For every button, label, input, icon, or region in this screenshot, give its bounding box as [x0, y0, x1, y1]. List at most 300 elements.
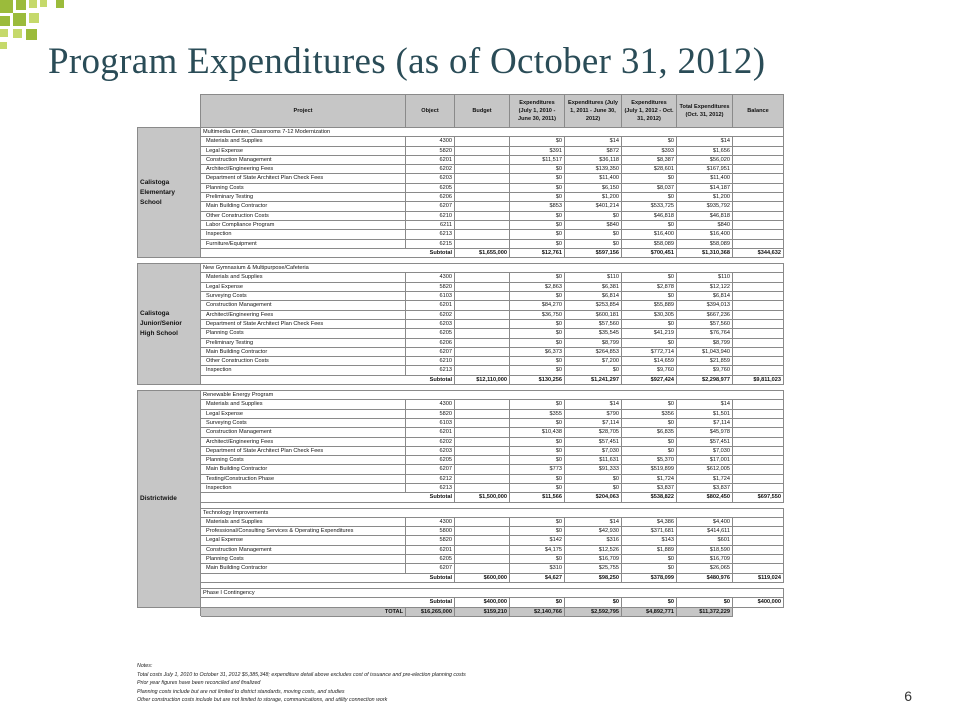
- table-row: [138, 400, 784, 409]
- item-budget: [455, 555, 510, 564]
- item-exp-2012: $55,889: [622, 301, 677, 310]
- project-heading-row: [138, 508, 784, 517]
- item-exp-2011-2012: $401,214: [565, 202, 622, 211]
- item-exp-2011-2012: $0: [565, 483, 622, 492]
- table-row: [138, 347, 784, 356]
- item-exp-2012: $9,760: [622, 366, 677, 375]
- table-row: [138, 474, 784, 483]
- item-exp-2011-2012: $6,381: [565, 282, 622, 291]
- item-total: $3,837: [677, 483, 733, 492]
- expenditure-table: [137, 94, 784, 617]
- table-row: [138, 282, 784, 291]
- item-balance: [733, 174, 784, 183]
- item-object: 5800: [406, 527, 455, 536]
- item-total: $17,001: [677, 456, 733, 465]
- item-total: $56,020: [677, 155, 733, 164]
- item-description: Construction Management: [201, 155, 406, 164]
- item-object: 5820: [406, 536, 455, 545]
- footnote: Prior year figures have been reconciled and finalized: [137, 680, 261, 686]
- item-budget: [455, 310, 510, 319]
- item-object: 6212: [406, 474, 455, 483]
- item-balance: [733, 418, 784, 427]
- item-exp-2010-2011: $0: [510, 230, 565, 239]
- total-exp-2011-2012: $2,140,766: [510, 607, 565, 616]
- item-exp-2010-2011: $0: [510, 357, 565, 366]
- item-exp-2012: $0: [622, 400, 677, 409]
- item-object: 6201: [406, 301, 455, 310]
- item-exp-2010-2011: $84,270: [510, 301, 565, 310]
- item-exp-2012: $0: [622, 174, 677, 183]
- item-budget: [455, 165, 510, 174]
- item-exp-2012: $0: [622, 292, 677, 301]
- item-exp-2012: $14,659: [622, 357, 677, 366]
- item-budget: [455, 329, 510, 338]
- item-balance: [733, 155, 784, 164]
- item-description: Furniture/Equipment: [201, 239, 406, 248]
- item-exp-2010-2011: $0: [510, 555, 565, 564]
- item-budget: [455, 483, 510, 492]
- item-total: $1,200: [677, 193, 733, 202]
- corner-square-1: [0, 0, 13, 13]
- item-exp-2010-2011: $853: [510, 202, 565, 211]
- item-exp-2012: $1,889: [622, 545, 677, 554]
- table-row: [138, 183, 784, 192]
- table-row: [138, 545, 784, 554]
- item-budget: [455, 193, 510, 202]
- item-exp-2010-2011: $0: [510, 137, 565, 146]
- item-total: $12,122: [677, 282, 733, 291]
- total-blank: [138, 607, 201, 616]
- item-exp-2011-2012: $0: [565, 366, 622, 375]
- corner-square-7: [13, 13, 26, 26]
- item-exp-2010-2011: $773: [510, 465, 565, 474]
- table-header-row: [138, 95, 784, 128]
- item-exp-2012: $0: [622, 418, 677, 427]
- item-total: $394,013: [677, 301, 733, 310]
- project-name: Multimedia Center, Classrooms 7-12 Modernization: [201, 128, 784, 137]
- item-total: $16,709: [677, 555, 733, 564]
- subtotal-exp-2010-2011: $130,256: [510, 375, 565, 384]
- item-exp-2010-2011: $0: [510, 338, 565, 347]
- table-row: [138, 366, 784, 375]
- item-total: $110: [677, 273, 733, 282]
- item-total: $7,030: [677, 446, 733, 455]
- item-exp-2010-2011: $391: [510, 146, 565, 155]
- item-budget: [455, 146, 510, 155]
- item-exp-2012: $519,899: [622, 465, 677, 474]
- item-exp-2011-2012: $7,114: [565, 418, 622, 427]
- table-row: [138, 239, 784, 248]
- table-row: [138, 155, 784, 164]
- item-exp-2010-2011: $0: [510, 527, 565, 536]
- item-description: Materials and Supplies: [201, 400, 406, 409]
- item-total: $6,814: [677, 292, 733, 301]
- item-total: $1,724: [677, 474, 733, 483]
- total-budget: $16,265,000: [406, 607, 455, 616]
- subtotal-exp-2011-2012: $204,063: [565, 493, 622, 502]
- subtotal-exp-2010-2011: $12,761: [510, 248, 565, 257]
- subtotal-row: [138, 598, 784, 607]
- item-exp-2011-2012: $35,545: [565, 329, 622, 338]
- item-total: $8,799: [677, 338, 733, 347]
- item-total: $46,818: [677, 211, 733, 220]
- item-exp-2012: $28,601: [622, 165, 677, 174]
- subtotal-total: $1,310,368: [677, 248, 733, 257]
- subtotal-total: $2,298,977: [677, 375, 733, 384]
- project-heading-row: [138, 128, 784, 137]
- subtotal-exp-2011-2012: $597,156: [565, 248, 622, 257]
- item-total: $21,859: [677, 357, 733, 366]
- subtotal-balance: $400,000: [733, 598, 784, 607]
- item-budget: [455, 474, 510, 483]
- item-exp-2011-2012: $790: [565, 409, 622, 418]
- item-exp-2011-2012: $0: [565, 230, 622, 239]
- item-exp-2012: $3,837: [622, 483, 677, 492]
- project-heading-row: [138, 264, 784, 273]
- item-object: 6205: [406, 456, 455, 465]
- item-total: $14: [677, 137, 733, 146]
- table-row: [138, 465, 784, 474]
- item-exp-2012: $0: [622, 193, 677, 202]
- item-description: Labor Compliance Program: [201, 220, 406, 229]
- item-exp-2010-2011: $0: [510, 437, 565, 446]
- item-exp-2011-2012: $12,526: [565, 545, 622, 554]
- footnotes: [137, 662, 466, 705]
- footnote: Total costs July 1, 2010 to October 31, 2012 $5,385,348; expenditure detail above excludes cost of issuance and pre-election planning costs: [137, 671, 466, 678]
- table-row: [138, 137, 784, 146]
- item-exp-2010-2011: $0: [510, 456, 565, 465]
- item-balance: [733, 193, 784, 202]
- item-exp-2011-2012: $840: [565, 220, 622, 229]
- item-exp-2012: $533,725: [622, 202, 677, 211]
- item-exp-2011-2012: $16,709: [565, 555, 622, 564]
- item-description: Planning Costs: [201, 555, 406, 564]
- item-budget: [455, 239, 510, 248]
- header-budget: Budget: [455, 95, 510, 128]
- item-object: 6213: [406, 230, 455, 239]
- item-budget: [455, 174, 510, 183]
- item-object: 5820: [406, 409, 455, 418]
- item-exp-2010-2011: $0: [510, 400, 565, 409]
- subtotal-exp-2010-2011: $0: [510, 598, 565, 607]
- item-budget: [455, 273, 510, 282]
- item-balance: [733, 292, 784, 301]
- subtotal-total: $0: [677, 598, 733, 607]
- item-exp-2011-2012: $14: [565, 517, 622, 526]
- item-balance: [733, 146, 784, 155]
- item-object: 4300: [406, 517, 455, 526]
- project-heading-row: [138, 391, 784, 400]
- item-description: Planning Costs: [201, 183, 406, 192]
- item-balance: [733, 301, 784, 310]
- item-total: $58,089: [677, 239, 733, 248]
- subtotal-total: $802,450: [677, 493, 733, 502]
- item-balance: [733, 428, 784, 437]
- header-project: Project: [201, 95, 406, 128]
- item-budget: [455, 155, 510, 164]
- item-budget: [455, 545, 510, 554]
- item-balance: [733, 183, 784, 192]
- item-exp-2012: $8,037: [622, 183, 677, 192]
- item-exp-2011-2012: $110: [565, 273, 622, 282]
- item-object: 6207: [406, 202, 455, 211]
- footnote: Planning costs include but are not limited to district standards, moving costs, and studies: [137, 688, 345, 695]
- item-object: 6213: [406, 483, 455, 492]
- item-exp-2011-2012: $57,560: [565, 319, 622, 328]
- header-exp-2012: Expenditures (July 1, 2012 - Oct. 31, 2012): [622, 95, 677, 128]
- item-exp-2011-2012: $6,150: [565, 183, 622, 192]
- corner-square-6: [0, 16, 10, 26]
- table-row: [138, 428, 784, 437]
- item-budget: [455, 183, 510, 192]
- item-object: 6205: [406, 555, 455, 564]
- item-object: 6213: [406, 366, 455, 375]
- item-balance: [733, 282, 784, 291]
- item-description: Materials and Supplies: [201, 273, 406, 282]
- item-exp-2010-2011: $4,175: [510, 545, 565, 554]
- item-balance: [733, 564, 784, 573]
- item-description: Construction Management: [201, 545, 406, 554]
- subtotal-row: [138, 248, 784, 257]
- item-exp-2012: $772,714: [622, 347, 677, 356]
- item-description: Other Construction Costs: [201, 211, 406, 220]
- slide-title: Program Expenditures (as of October 31, 2012): [48, 41, 766, 82]
- header-object: Object: [406, 95, 455, 128]
- item-total: $16,400: [677, 230, 733, 239]
- footnote: Notes:: [137, 663, 153, 669]
- subtotal-row: [138, 573, 784, 582]
- total-exp-2012: $2,592,795: [565, 607, 622, 616]
- item-balance: [733, 527, 784, 536]
- table-row: [138, 517, 784, 526]
- item-description: Preliminary Testing: [201, 193, 406, 202]
- item-balance: [733, 409, 784, 418]
- total-label: TOTAL: [201, 607, 406, 616]
- item-exp-2010-2011: $0: [510, 446, 565, 455]
- item-description: Main Building Contractor: [201, 465, 406, 474]
- table-row: [138, 174, 784, 183]
- item-total: $935,792: [677, 202, 733, 211]
- item-object: 6201: [406, 545, 455, 554]
- item-description: Architect/Engineering Fees: [201, 165, 406, 174]
- subtotal-exp-2011-2012: $98,250: [565, 573, 622, 582]
- item-object: 6203: [406, 319, 455, 328]
- item-exp-2012: $0: [622, 273, 677, 282]
- item-exp-2010-2011: $355: [510, 409, 565, 418]
- item-exp-2010-2011: $0: [510, 183, 565, 192]
- subtotal-budget: $12,110,000: [455, 375, 510, 384]
- item-description: Main Building Contractor: [201, 347, 406, 356]
- item-exp-2012: $0: [622, 338, 677, 347]
- subtotal-label: Subtotal: [201, 493, 455, 502]
- table-row: [138, 564, 784, 573]
- item-exp-2010-2011: $10,438: [510, 428, 565, 437]
- item-object: 6207: [406, 347, 455, 356]
- corner-square-10: [13, 29, 22, 38]
- item-exp-2010-2011: $0: [510, 366, 565, 375]
- table-row: [138, 220, 784, 229]
- item-total: $26,065: [677, 564, 733, 573]
- expenditure-table-wrapper: [137, 94, 783, 617]
- item-exp-2010-2011: $310: [510, 564, 565, 573]
- item-exp-2012: $41,219: [622, 329, 677, 338]
- subtotal-row: [138, 493, 784, 502]
- header-balance: Balance: [733, 95, 784, 128]
- item-description: Architect/Engineering Fees: [201, 310, 406, 319]
- item-balance: [733, 273, 784, 282]
- total-balance: $11,372,229: [677, 607, 733, 616]
- item-exp-2012: $143: [622, 536, 677, 545]
- item-budget: [455, 137, 510, 146]
- item-description: Surveying Costs: [201, 292, 406, 301]
- item-exp-2011-2012: $14: [565, 400, 622, 409]
- item-total: $9,760: [677, 366, 733, 375]
- item-total: $57,451: [677, 437, 733, 446]
- item-object: 6205: [406, 329, 455, 338]
- item-exp-2011-2012: $28,705: [565, 428, 622, 437]
- table-row: [138, 338, 784, 347]
- item-object: 4300: [406, 273, 455, 282]
- item-object: 5820: [406, 282, 455, 291]
- item-object: 6103: [406, 418, 455, 427]
- item-budget: [455, 465, 510, 474]
- item-balance: [733, 230, 784, 239]
- header-blank: [138, 95, 201, 128]
- item-balance: [733, 536, 784, 545]
- item-object: 6203: [406, 446, 455, 455]
- item-balance: [733, 319, 784, 328]
- item-object: 6210: [406, 357, 455, 366]
- item-description: Department of State Architect Plan Check Fees: [201, 446, 406, 455]
- item-budget: [455, 564, 510, 573]
- corner-square-8: [29, 13, 39, 23]
- item-exp-2011-2012: $42,930: [565, 527, 622, 536]
- corner-square-12: [0, 42, 7, 49]
- item-total: $667,236: [677, 310, 733, 319]
- item-balance: [733, 366, 784, 375]
- item-exp-2012: $1,724: [622, 474, 677, 483]
- item-exp-2011-2012: $0: [565, 239, 622, 248]
- item-balance: [733, 202, 784, 211]
- item-balance: [733, 465, 784, 474]
- item-exp-2010-2011: $0: [510, 329, 565, 338]
- item-budget: [455, 418, 510, 427]
- item-exp-2010-2011: $0: [510, 418, 565, 427]
- item-object: 6207: [406, 564, 455, 573]
- item-exp-2012: $2,878: [622, 282, 677, 291]
- item-description: Professional/Consulting Services & Operating Expenditures: [201, 527, 406, 536]
- subtotal-label: Subtotal: [201, 375, 455, 384]
- table-row: [138, 329, 784, 338]
- item-object: 6206: [406, 193, 455, 202]
- item-exp-2010-2011: $6,373: [510, 347, 565, 356]
- item-exp-2011-2012: $36,118: [565, 155, 622, 164]
- item-budget: [455, 230, 510, 239]
- item-description: Construction Management: [201, 428, 406, 437]
- header-total-expenditures: Total Expenditures (Oct. 31, 2012): [677, 95, 733, 128]
- item-total: $76,764: [677, 329, 733, 338]
- item-total: $1,043,940: [677, 347, 733, 356]
- item-budget: [455, 282, 510, 291]
- item-exp-2012: $0: [622, 319, 677, 328]
- corner-square-4: [40, 0, 47, 7]
- subtotal-row: [138, 375, 784, 384]
- item-exp-2011-2012: $8,799: [565, 338, 622, 347]
- item-exp-2011-2012: $14: [565, 137, 622, 146]
- header-exp-2010-2011: Expenditures (July 1, 2010 - June 30, 2011): [510, 95, 565, 128]
- item-balance: [733, 220, 784, 229]
- corner-square-11: [26, 29, 37, 40]
- item-object: 6202: [406, 165, 455, 174]
- footnote: Other construction costs include but are not limited to storage, communications, and utility connection work: [137, 697, 388, 703]
- item-balance: [733, 517, 784, 526]
- item-balance: [733, 165, 784, 174]
- item-budget: [455, 301, 510, 310]
- item-exp-2010-2011: $0: [510, 165, 565, 174]
- item-budget: [455, 409, 510, 418]
- item-exp-2011-2012: $11,400: [565, 174, 622, 183]
- item-total: $14,187: [677, 183, 733, 192]
- item-exp-2010-2011: $0: [510, 211, 565, 220]
- item-balance: [733, 400, 784, 409]
- subtotal-exp-2010-2011: $4,627: [510, 573, 565, 582]
- item-total: $11,400: [677, 174, 733, 183]
- item-total: $601: [677, 536, 733, 545]
- item-description: Inspection: [201, 483, 406, 492]
- item-balance: [733, 483, 784, 492]
- item-exp-2012: $0: [622, 137, 677, 146]
- item-exp-2012: $46,818: [622, 211, 677, 220]
- item-exp-2010-2011: $0: [510, 273, 565, 282]
- item-exp-2012: $58,089: [622, 239, 677, 248]
- item-budget: [455, 220, 510, 229]
- item-balance: [733, 239, 784, 248]
- subtotal-balance: $9,811,023: [733, 375, 784, 384]
- item-exp-2010-2011: $0: [510, 220, 565, 229]
- page-number: 6: [904, 688, 912, 704]
- project-heading-row: [138, 588, 784, 597]
- item-object: 6206: [406, 338, 455, 347]
- table-row: [138, 527, 784, 536]
- subtotal-budget: $1,655,000: [455, 248, 510, 257]
- item-object: 6201: [406, 428, 455, 437]
- item-description: Other Construction Costs: [201, 357, 406, 366]
- item-object: 6211: [406, 220, 455, 229]
- subtotal-total: $480,976: [677, 573, 733, 582]
- table-row: [138, 446, 784, 455]
- item-exp-2012: $0: [622, 564, 677, 573]
- item-budget: [455, 456, 510, 465]
- item-exp-2011-2012: $6,814: [565, 292, 622, 301]
- header-exp-2011-2012: Expenditures (July 1, 2011 - June 30, 2012): [565, 95, 622, 128]
- item-balance: [733, 329, 784, 338]
- item-exp-2012: $371,681: [622, 527, 677, 536]
- item-exp-2012: $0: [622, 437, 677, 446]
- item-exp-2010-2011: $2,863: [510, 282, 565, 291]
- table-row: [138, 165, 784, 174]
- table-row: [138, 409, 784, 418]
- item-exp-2012: $0: [622, 555, 677, 564]
- item-exp-2012: $16,400: [622, 230, 677, 239]
- item-balance: [733, 310, 784, 319]
- item-object: 5820: [406, 146, 455, 155]
- table-row: [138, 310, 784, 319]
- corner-square-5: [56, 0, 64, 8]
- item-balance: [733, 555, 784, 564]
- item-exp-2011-2012: $1,200: [565, 193, 622, 202]
- item-exp-2011-2012: $264,853: [565, 347, 622, 356]
- item-object: 6203: [406, 174, 455, 183]
